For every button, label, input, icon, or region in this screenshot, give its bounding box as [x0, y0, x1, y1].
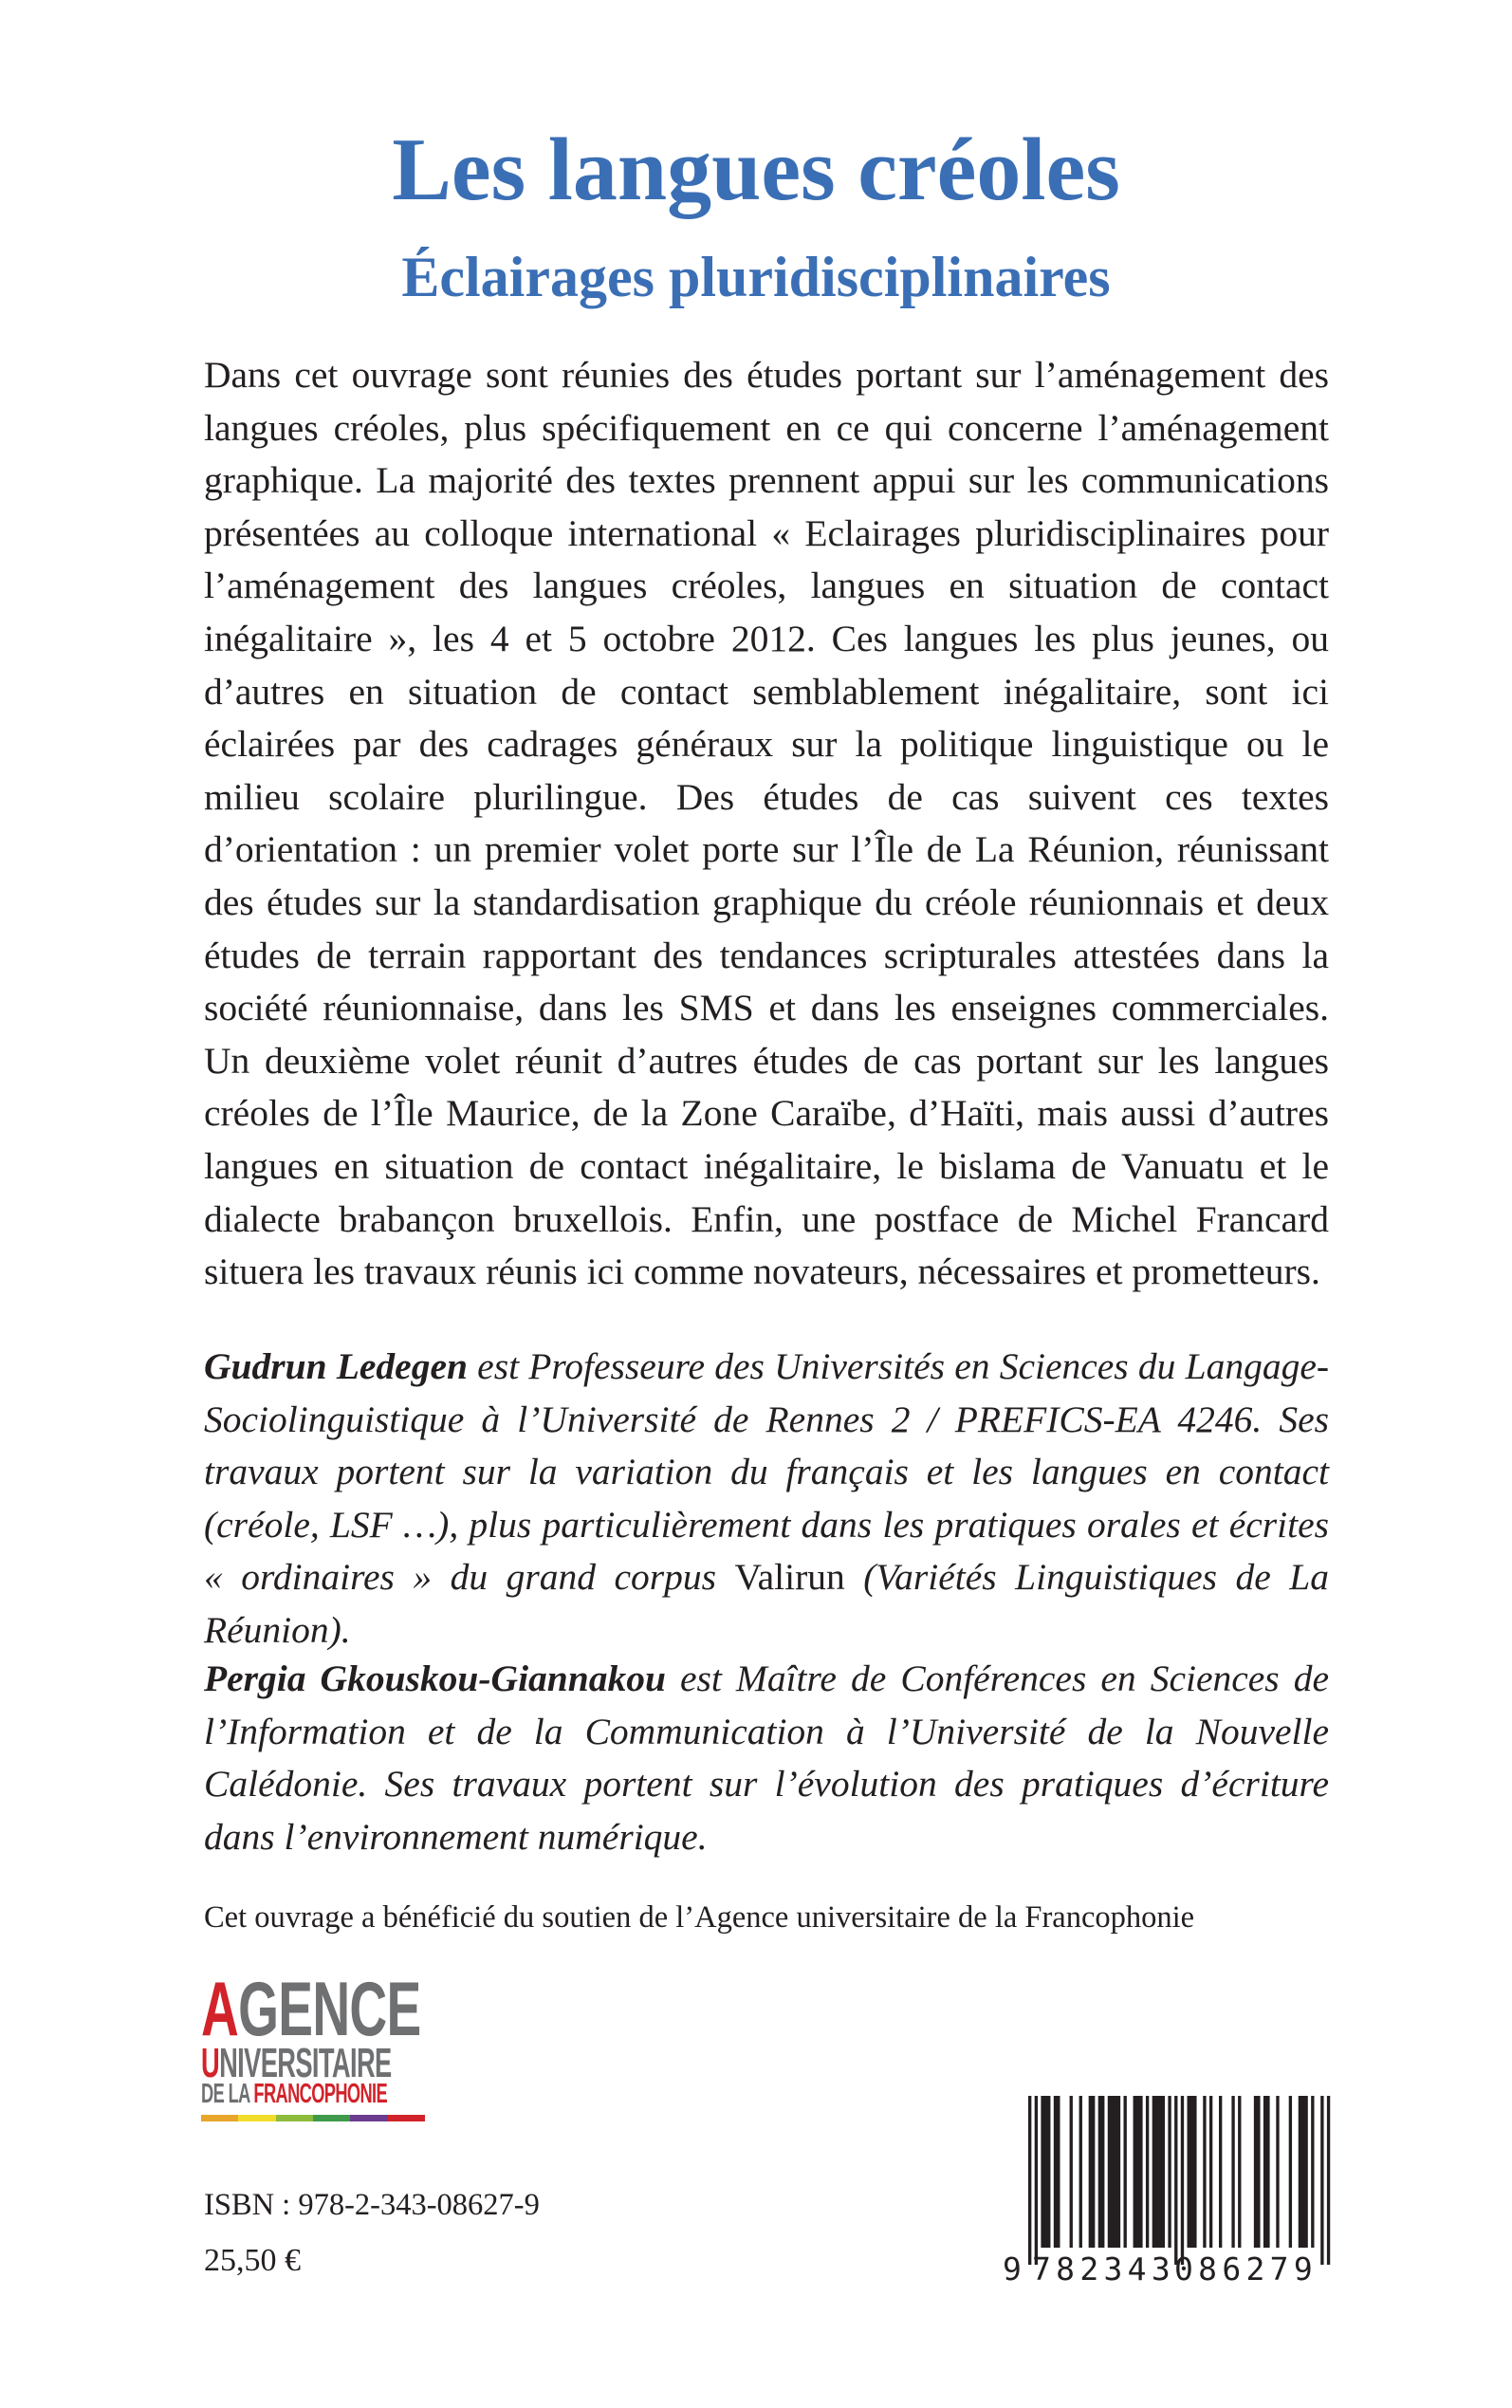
barcode-bar — [1054, 2096, 1060, 2248]
barcode-bar — [1263, 2096, 1270, 2248]
barcode-bar — [1238, 2096, 1241, 2248]
book-subtitle: Éclairages pluridisciplinaires — [401, 246, 1111, 308]
logo-stripe-segment — [388, 2115, 425, 2121]
barcode-bar — [1108, 2096, 1120, 2248]
logo-stripe-segment — [276, 2115, 313, 2121]
barcode-bar — [1098, 2096, 1105, 2248]
author-bio-gkouskou — [204, 1653, 1329, 1863]
logo-stripe-segment — [350, 2115, 387, 2121]
book-title: Les langues créoles — [392, 120, 1120, 219]
barcode-right-digits: 086279 — [1174, 2251, 1318, 2287]
barcode-bar — [1289, 2096, 1292, 2248]
barcode-bar — [1124, 2096, 1127, 2248]
barcode-bar — [1174, 2096, 1177, 2265]
support-note: Cet ouvrage a bénéficié du soutien de l’Agence universitaire de la Francophonie — [204, 1900, 1195, 1935]
auf-logo — [201, 1967, 425, 2121]
author-bio-text-end: (Variétés Linguistiques de La Réunion). — [204, 1556, 1329, 1651]
barcode-bar — [1152, 2096, 1165, 2248]
author-name: Pergia Gkouskou-Giannakou — [204, 1658, 666, 1699]
barcode-bar — [1079, 2096, 1082, 2248]
author-name: Gudrun Ledegen — [204, 1345, 468, 1387]
isbn: ISBN : 978-2-343-08627-9 — [204, 2188, 540, 2222]
corpus-name: Valirun — [734, 1556, 845, 1599]
logo-color-stripe — [201, 2115, 425, 2121]
price: 25,50 € — [204, 2243, 301, 2278]
barcode-bar — [1041, 2096, 1050, 2248]
barcode-bar — [1254, 2096, 1261, 2248]
barcode-bar — [1134, 2096, 1143, 2248]
barcode-bar — [1327, 2096, 1330, 2265]
barcode-bar — [1070, 2096, 1073, 2248]
logo-stripe-segment — [238, 2115, 275, 2121]
logo-stripe-segment — [201, 2115, 238, 2121]
author-bio-ledegen — [204, 1341, 1329, 1658]
isbn-barcode — [994, 2092, 1331, 2287]
barcode-bar — [1320, 2096, 1323, 2265]
logo-line-francophonie: DE LA FRANCOPHONIE — [201, 2079, 388, 2109]
barcode-bar — [1188, 2096, 1197, 2248]
barcode-bar — [1219, 2096, 1222, 2248]
barcode-bar — [1276, 2096, 1279, 2248]
barcode-bar — [1035, 2096, 1038, 2265]
logo-line-agence: AGENCE — [201, 1967, 421, 2052]
barcode-bar — [1181, 2096, 1184, 2265]
barcode-bar — [1028, 2096, 1031, 2265]
barcode-bar — [1146, 2096, 1149, 2248]
book-summary: Dans cet ouvrage sont réunies des études portant sur l’aménagement des langues créoles, plus spécifiquement en ce qui concerne l’aménagement graphique. La majorité des textes prennent appui sur les communications présentées au colloque international « Eclairages pluridisciplinaires pour l’aménagement des langues créoles, langues en situation de contact inégalitaire », les 4 et 5 octobre 2012. Ces langues les plus jeunes, ou d’autres en situation de contact semblablement inégalitaire, sont ici éclairées par des cadrages généraux sur la politique linguistique ou le milieu scolaire plurilingue. Des études de cas suivent ces textes d’orientation : un premier volet porte sur l’Île de La Réunion, réunissant des études sur la standardisation graphique du créole réunionnais et deux études de terrain rapportant des tendances scripturales attestées dans la société réunionnaise, dans les SMS et dans les enseignes commerciales. Un deuxième volet réunit d’autres études de cas portant sur les langues créoles de l’Île Maurice, de la Zone Caraïbe, d’Haïti, mais aussi d’autres langues en situation de contact inégalitaire, le bislama de Vanuatu et le dialecte brabançon bruxellois. Enfin, une postface de Michel Francard situera les travaux réunis ici comme novateurs, nécessaires et prometteurs. — [204, 354, 1329, 1293]
barcode-bar — [1203, 2096, 1206, 2248]
barcode-bar — [1311, 2096, 1314, 2248]
barcode-bar — [1209, 2096, 1212, 2248]
barcode-bar — [1089, 2096, 1096, 2248]
barcode-bar — [1168, 2096, 1171, 2248]
logo-stripe-segment — [313, 2115, 350, 2121]
barcode-first-digit: 9 — [1003, 2251, 1022, 2287]
author-bio-text: est Professeure des Universités en Sciences du Langage-Sociolinguistique à l’Université de Rennes 2 / PREFICS-EA 4246. Ses travaux portent sur la variation du français et les langues en contact (créole, LSF …), plus particulièrement dans les pratiques orales et écrites « ordinaires » du grand corpus — [204, 1345, 1330, 1599]
logo-line-universitaire: UNIVERSITAIRE — [201, 2040, 392, 2086]
barcode-left-digits: 782343 — [1032, 2251, 1176, 2287]
author-bio-text: est Maître de Conférences en Sciences de l’Information et de la Communication à l’Université de la Nouvelle Calédonie. Ses travaux portent sur l’évolution des pratiques d’écriture dans l’environnement numérique. — [204, 1658, 1329, 1858]
barcode-bar — [1299, 2096, 1308, 2248]
barcode-bar — [1231, 2096, 1234, 2248]
